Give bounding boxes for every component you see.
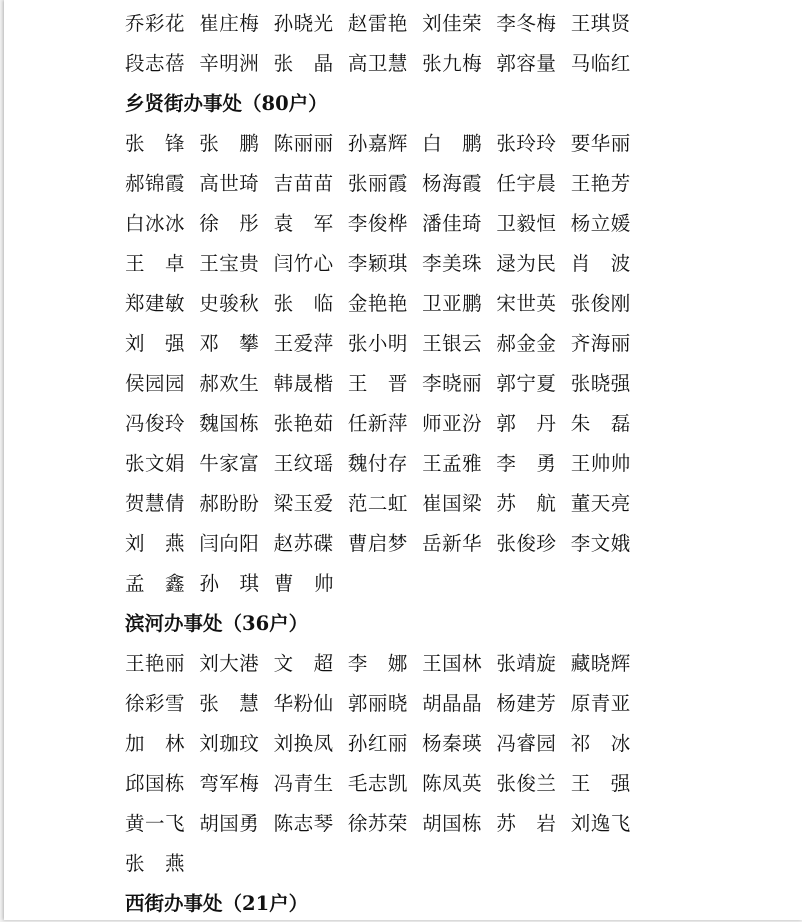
person-name: 贺慧倩 [125, 492, 186, 515]
person-name: 黄一飞 [125, 812, 186, 835]
person-name: 郭容量 [496, 52, 557, 75]
person-name: 王银云 [422, 332, 483, 355]
person-name: 孙晓光 [273, 12, 334, 35]
person-name: 杨海霞 [422, 172, 483, 195]
person-name: 卫亚鹏 [422, 292, 483, 315]
person-name: 曹启梦 [347, 532, 408, 555]
section-heading: 西街办事处（21户） [125, 892, 309, 915]
name-row [125, 682, 645, 722]
person-name: 李冬梅 [496, 12, 557, 35]
person-name: 孙嘉辉 [347, 132, 408, 155]
name-row [125, 322, 645, 362]
person-name: 冯俊玲 [125, 412, 186, 435]
person-name: 郝金金 [496, 332, 557, 355]
person-name: 张艳茹 [273, 412, 334, 435]
person-name: 侯园园 [125, 372, 186, 395]
person-name: 文 超 [273, 652, 334, 675]
person-name: 张 燕 [125, 852, 186, 875]
person-name: 张玲玲 [496, 132, 557, 155]
person-name: 史骏秋 [199, 292, 260, 315]
person-name: 胡国勇 [199, 812, 260, 835]
person-name: 郭 丹 [496, 412, 557, 435]
person-name: 高卫慧 [347, 52, 408, 75]
person-name: 郝欢生 [199, 372, 260, 395]
person-name: 王 强 [570, 772, 631, 795]
person-name: 刘珈玟 [199, 732, 260, 755]
person-name: 张靖旋 [496, 652, 557, 675]
person-name: 张文娟 [125, 452, 186, 475]
person-name: 范二虹 [347, 492, 408, 515]
name-row [125, 282, 645, 322]
person-name: 郭宁夏 [496, 372, 557, 395]
person-name: 王艳芳 [570, 172, 631, 195]
name-row [125, 762, 645, 802]
name-row [125, 442, 645, 482]
name-row [125, 802, 645, 842]
name-row [125, 642, 645, 682]
person-name: 刘换凤 [273, 732, 334, 755]
person-name: 苏 岩 [496, 812, 557, 835]
person-name: 牛家富 [199, 452, 260, 475]
person-name: 任宇晨 [496, 172, 557, 195]
person-name: 要华丽 [570, 132, 631, 155]
person-name: 华粉仙 [273, 692, 334, 715]
person-name: 冯睿园 [496, 732, 557, 755]
person-name: 李美珠 [422, 252, 483, 275]
person-name: 胡晶晶 [422, 692, 483, 715]
person-name: 毛志凯 [347, 772, 408, 795]
document-content [125, 2, 645, 922]
name-row [125, 122, 645, 162]
person-name: 弯军梅 [199, 772, 260, 795]
person-name: 张俊兰 [496, 772, 557, 795]
person-name: 魏国栋 [199, 412, 260, 435]
person-name: 张俊珍 [496, 532, 557, 555]
person-name: 王国林 [422, 652, 483, 675]
person-name: 辛明洲 [199, 52, 260, 75]
person-name: 卫毅恒 [496, 212, 557, 235]
person-name: 赵苏碟 [273, 532, 334, 555]
person-name: 郝盼盼 [199, 492, 260, 515]
person-name: 张 鹏 [199, 132, 260, 155]
person-name: 加 林 [125, 732, 186, 755]
section-heading: 乡贤街办事处（80户） [125, 92, 328, 115]
person-name: 王琪贤 [570, 12, 631, 35]
person-name: 张丽霞 [347, 172, 408, 195]
person-name: 刘佳荣 [422, 12, 483, 35]
person-name: 任新萍 [347, 412, 408, 435]
person-name: 王帅帅 [570, 452, 631, 475]
person-name: 王纹瑶 [273, 452, 334, 475]
person-name: 郭丽晓 [347, 692, 408, 715]
person-name: 原青亚 [570, 692, 631, 715]
person-name: 曹 帅 [274, 572, 335, 595]
person-name: 岳新华 [422, 532, 483, 555]
person-name: 闫竹心 [273, 252, 334, 275]
name-row [125, 482, 645, 522]
person-name: 崔庄梅 [199, 12, 260, 35]
person-name: 徐 彤 [199, 212, 260, 235]
person-name: 王艳丽 [125, 652, 186, 675]
person-name: 王 卓 [125, 252, 186, 275]
person-name: 张晓强 [570, 372, 631, 395]
person-name: 陈丽丽 [273, 132, 334, 155]
person-name: 韩晟楷 [273, 372, 334, 395]
person-name: 张九梅 [422, 52, 483, 75]
person-name: 郝锦霞 [125, 172, 186, 195]
person-name: 刘 强 [125, 332, 186, 355]
person-name: 邱国栋 [125, 772, 186, 795]
person-name: 张俊刚 [570, 292, 631, 315]
person-name: 杨立媛 [570, 212, 631, 235]
person-name: 胡国栋 [422, 812, 483, 835]
person-name: 孙红丽 [347, 732, 408, 755]
person-name: 徐苏荣 [347, 812, 408, 835]
person-name: 白冰冰 [125, 212, 186, 235]
person-name: 张 晶 [273, 52, 334, 75]
person-name: 吉苗苗 [273, 172, 334, 195]
person-name: 王孟雅 [422, 452, 483, 475]
person-name: 杨建芳 [496, 692, 557, 715]
person-name: 逯为民 [496, 252, 557, 275]
person-name: 李 勇 [496, 452, 557, 475]
person-name: 梁玉爱 [273, 492, 334, 515]
person-name: 赵雷艳 [347, 12, 408, 35]
person-name: 齐海丽 [570, 332, 631, 355]
person-name: 李颖琪 [347, 252, 408, 275]
person-name: 陈凤英 [422, 772, 483, 795]
person-name: 马临红 [570, 52, 631, 75]
person-name: 徐彩雪 [125, 692, 186, 715]
person-name: 陈志琴 [273, 812, 334, 835]
person-name: 张 临 [273, 292, 334, 315]
name-row [125, 722, 645, 762]
section-heading: 滨河办事处（36户） [125, 612, 309, 635]
person-name: 董天亮 [570, 492, 631, 515]
person-name: 王宝贵 [199, 252, 260, 275]
person-name: 孙 琪 [199, 572, 260, 595]
person-name: 潘佳琦 [422, 212, 483, 235]
person-name: 乔彩花 [125, 12, 186, 35]
person-name: 李 娜 [347, 652, 408, 675]
name-row [125, 242, 645, 282]
person-name: 李俊桦 [347, 212, 408, 235]
person-name: 刘逸飞 [570, 812, 631, 835]
name-row [125, 2, 645, 42]
person-name: 李晓丽 [422, 372, 483, 395]
name-row [125, 202, 645, 242]
person-name: 师亚汾 [422, 412, 483, 435]
person-name: 白 鹏 [422, 132, 483, 155]
name-row [125, 362, 645, 402]
person-name: 冯青生 [273, 772, 334, 795]
document-page [4, 0, 802, 920]
person-name: 刘 燕 [125, 532, 186, 555]
person-name: 闫向阳 [199, 532, 260, 555]
name-row [125, 562, 645, 602]
person-name: 宋世英 [496, 292, 557, 315]
person-name: 刘大港 [199, 652, 260, 675]
person-name: 崔国梁 [422, 492, 483, 515]
person-name: 朱 磊 [570, 412, 631, 435]
person-name: 袁 军 [273, 212, 334, 235]
person-name: 王 晋 [347, 372, 408, 395]
name-row [125, 162, 645, 202]
person-name: 孟 鑫 [125, 572, 186, 595]
person-name: 张 慧 [199, 692, 260, 715]
person-name: 魏付存 [347, 452, 408, 475]
person-name: 苏 航 [496, 492, 557, 515]
person-name: 高世琦 [199, 172, 260, 195]
person-name: 李文娥 [570, 532, 631, 555]
name-row [125, 842, 645, 882]
name-row [125, 42, 645, 82]
person-name: 王爱萍 [273, 332, 334, 355]
person-name: 张 锋 [125, 132, 186, 155]
person-name: 藏晓辉 [570, 652, 631, 675]
name-row [125, 522, 645, 562]
person-name: 杨秦瑛 [422, 732, 483, 755]
person-name: 肖 波 [570, 252, 631, 275]
person-name: 邓 攀 [199, 332, 260, 355]
person-name: 祁 冰 [570, 732, 631, 755]
person-name: 郑建敏 [125, 292, 186, 315]
name-row [125, 402, 645, 442]
person-name: 段志蓓 [125, 52, 186, 75]
person-name: 金艳艳 [347, 292, 408, 315]
person-name: 张小明 [347, 332, 408, 355]
